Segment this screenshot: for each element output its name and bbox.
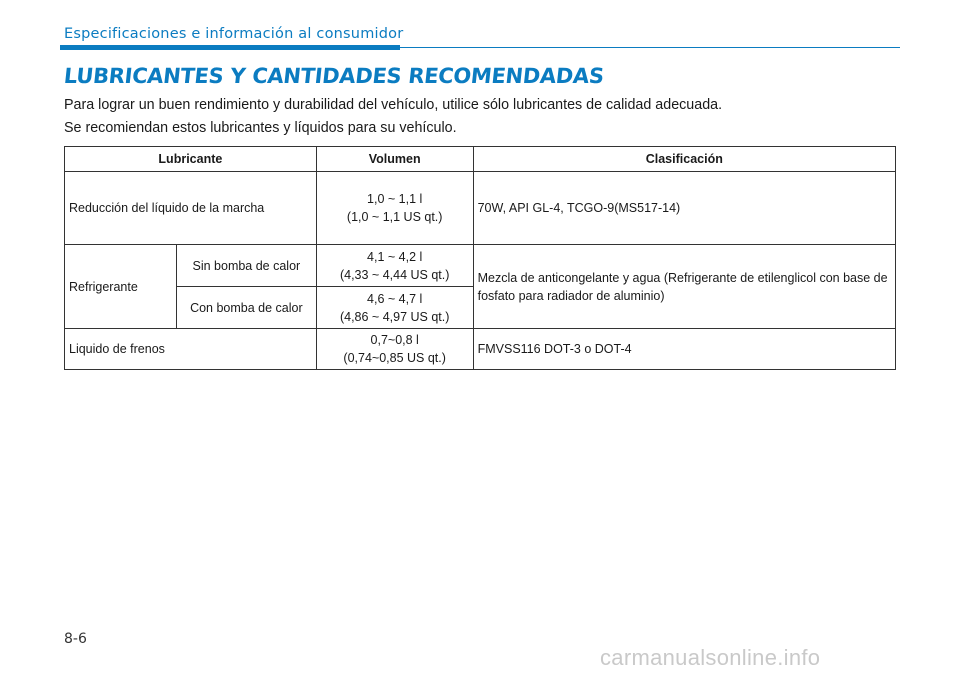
table-row bbox=[65, 329, 896, 370]
volume-cell bbox=[316, 172, 473, 245]
classification-cell: Mezcla de anticongelante y agua (Refrigerante de etilenglicol con base de fosfato para radiador de aluminio) bbox=[473, 245, 895, 329]
intro-line-1: Para lograr un buen rendimiento y durabilidad del vehículo, utilice sólo lubricantes de calidad adecuada. bbox=[64, 97, 723, 113]
watermark: carmanualsonline.info bbox=[600, 645, 821, 670]
volume-liters: 1,0 ~ 1,1 l bbox=[367, 192, 423, 206]
classification-cell: 70W, API GL-4, TCGO-9(MS517-14) bbox=[473, 172, 895, 245]
volume-liters: 4,6 ~ 4,7 l bbox=[367, 291, 423, 306]
header-volume: Volumen bbox=[316, 147, 473, 172]
table-header-row bbox=[65, 147, 896, 172]
lubricants-table bbox=[64, 146, 896, 370]
volume-liters: 4,1 ~ 4,2 l bbox=[367, 249, 423, 264]
lubricant-cell: Refrigerante bbox=[65, 245, 177, 329]
volume-cell bbox=[316, 329, 473, 370]
volume-cell bbox=[316, 245, 473, 287]
volume-quarts: (0,74~0,85 US qt.) bbox=[343, 351, 446, 365]
page-number: 8-6 bbox=[64, 631, 87, 647]
table-row bbox=[65, 245, 896, 287]
volume-quarts: (1,0 ~ 1,1 US qt.) bbox=[346, 210, 443, 224]
intro-line-2: Se recomiendan estos lubricantes y líquidos para su vehículo. bbox=[64, 120, 457, 136]
volume-cell bbox=[316, 287, 473, 329]
volume-liters: 0,7~0,8 l bbox=[370, 333, 419, 347]
header-rule-thick bbox=[60, 45, 400, 50]
section-header: Especificaciones e información al consumidor bbox=[64, 26, 404, 42]
lubricant-cell: Liquido de frenos bbox=[65, 329, 317, 370]
header-rule-thin bbox=[400, 47, 900, 48]
table-row bbox=[65, 172, 896, 245]
page-title: LUBRICANTES Y CANTIDADES RECOMENDADAS bbox=[62, 64, 606, 88]
lubricant-cell: Reducción del líquido de la marcha bbox=[65, 172, 317, 245]
header-classification: Clasificación bbox=[473, 147, 895, 172]
header-lubricant: Lubricante bbox=[65, 147, 317, 172]
variant-cell: Sin bomba de calor bbox=[176, 245, 316, 287]
classification-cell: FMVSS116 DOT-3 o DOT-4 bbox=[473, 329, 895, 370]
intro-text bbox=[64, 94, 904, 140]
volume-quarts: (4,33 ~ 4,44 US qt.) bbox=[339, 267, 450, 282]
variant-cell: Con bomba de calor bbox=[176, 287, 316, 329]
volume-quarts: (4,86 ~ 4,97 US qt.) bbox=[339, 309, 450, 324]
